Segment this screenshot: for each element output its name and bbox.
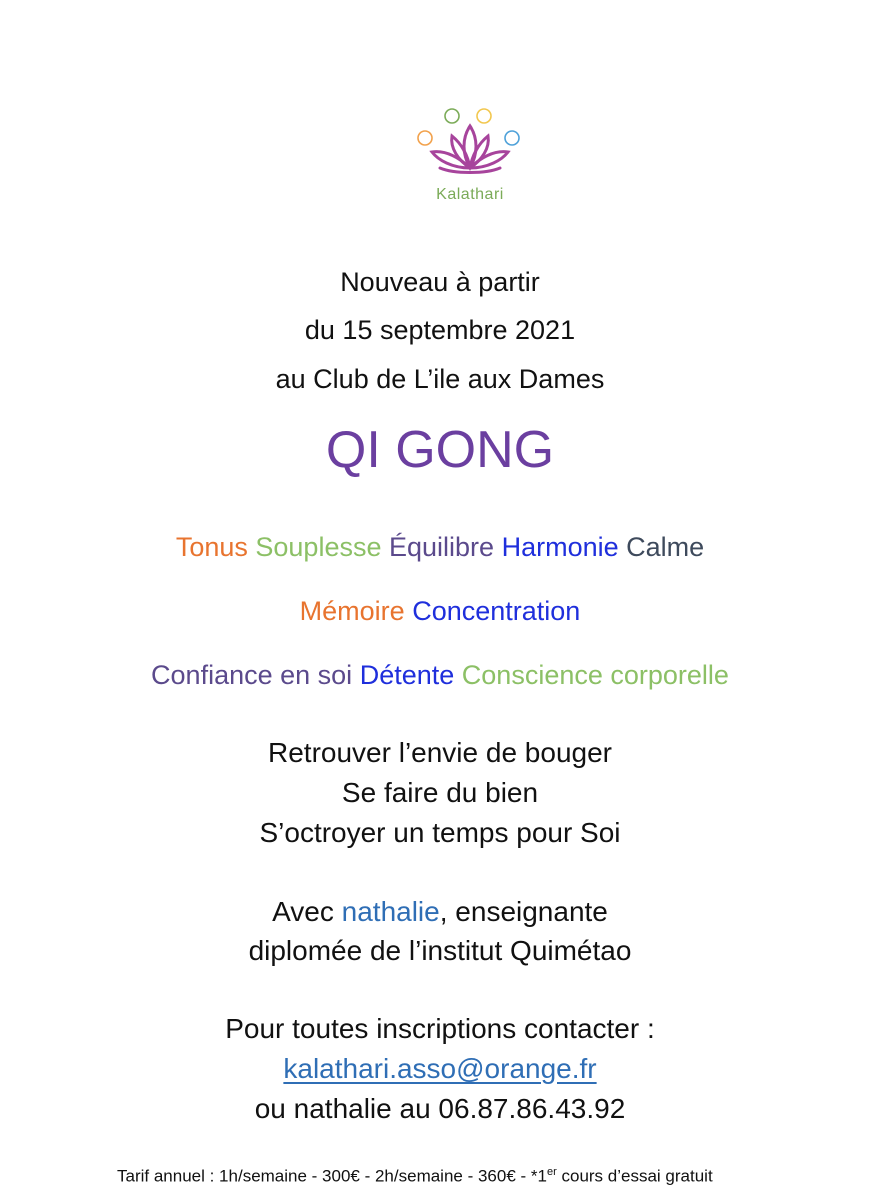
quality-souplesse: Souplesse bbox=[255, 532, 382, 562]
intro-line-2: du 15 septembre 2021 bbox=[304, 315, 576, 345]
teacher-name: nathalie bbox=[341, 896, 440, 927]
quality-harmonie: Harmonie bbox=[501, 532, 619, 562]
page-title: QI GONG bbox=[325, 421, 555, 479]
quality-detente: Détente bbox=[359, 660, 455, 690]
pricing-suffix: cours d’essai gratuit bbox=[556, 1166, 713, 1186]
motivation-line-1: Retrouver l’envie de bouger bbox=[268, 737, 612, 768]
intro-line-3: au Club de L’ile aux Dames bbox=[275, 364, 605, 394]
teacher-line-1 bbox=[0, 896, 880, 928]
intro-line-1: Nouveau à partir bbox=[340, 267, 540, 297]
teacher-line-2: diplomée de l’institut Quimétao bbox=[248, 935, 632, 966]
quality-tonus: Tonus bbox=[175, 532, 248, 562]
kalathari-logo bbox=[410, 104, 530, 214]
qualities-row-2 bbox=[0, 596, 880, 627]
quality-memoire: Mémoire bbox=[299, 596, 405, 626]
teacher-prefix: Avec bbox=[272, 896, 342, 927]
motivation-line-3: S’octroyer un temps pour Soi bbox=[259, 817, 621, 848]
contact-email-row bbox=[0, 1053, 880, 1085]
pricing-text: Tarif annuel : 1h/semaine - 300€ - 2h/semaine - 360€ - *1 bbox=[117, 1166, 547, 1186]
pricing-line bbox=[117, 1166, 713, 1187]
teacher-suffix: , enseignante bbox=[439, 896, 608, 927]
contact-phone: ou nathalie au 06.87.86.43.92 bbox=[254, 1093, 626, 1124]
logo-text: Kalathari bbox=[436, 186, 504, 203]
lotus-icon bbox=[410, 104, 530, 186]
quality-conscience: Conscience corporelle bbox=[461, 660, 729, 690]
quality-confiance: Confiance en soi bbox=[151, 660, 353, 690]
quality-calme: Calme bbox=[626, 532, 705, 562]
email-link[interactable]: kalathari.asso@orange.fr bbox=[283, 1053, 597, 1084]
qualities-row-3 bbox=[0, 660, 880, 691]
motivation-line-2: Se faire du bien bbox=[341, 777, 539, 808]
contact-heading: Pour toutes inscriptions contacter : bbox=[225, 1013, 655, 1044]
quality-equilibre: Équilibre bbox=[389, 532, 495, 562]
pricing-superscript: er bbox=[546, 1166, 557, 1178]
qualities-row-1 bbox=[0, 532, 880, 563]
quality-concentration: Concentration bbox=[412, 596, 581, 626]
